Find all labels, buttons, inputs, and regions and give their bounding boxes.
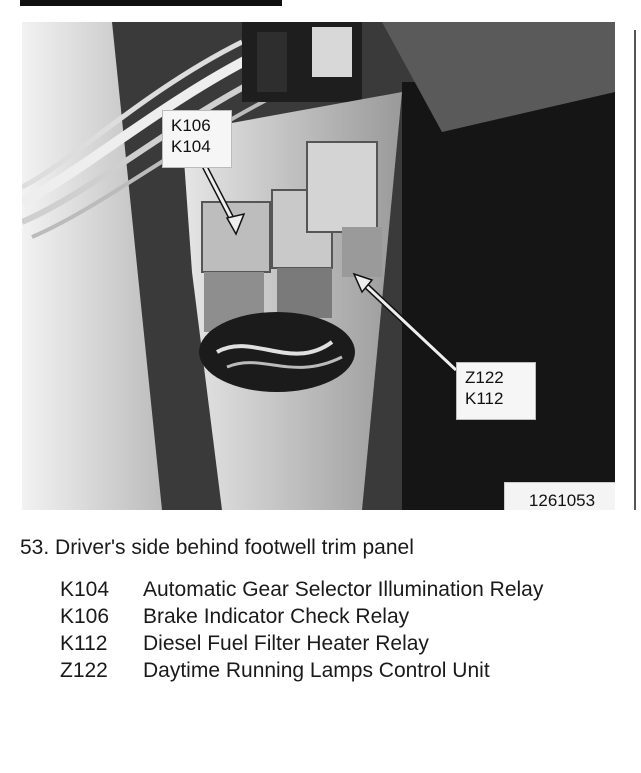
component-legend (60, 576, 620, 684)
legend-description: Daytime Running Lamps Control Unit (143, 659, 490, 682)
legend-row (60, 576, 620, 603)
callout-label: K112 (465, 389, 504, 408)
callout-relays-lower (456, 362, 536, 420)
callout-label: K106 (171, 116, 211, 135)
legend-description: Brake Indicator Check Relay (143, 605, 410, 628)
top-rule (20, 0, 282, 6)
legend-description: Automatic Gear Selector Illumination Relay (143, 578, 544, 601)
relay-photo (22, 22, 615, 510)
callout-relays-upper (162, 110, 232, 168)
legend-row (60, 630, 620, 657)
legend-code: K112 (60, 632, 108, 655)
callout-label: Z122 (465, 368, 504, 387)
page-edge-line (634, 30, 636, 510)
legend-code: Z122 (60, 659, 108, 682)
legend-row (60, 603, 620, 630)
figure-caption (20, 534, 630, 562)
legend-code: K106 (60, 605, 110, 628)
legend-row (60, 657, 620, 684)
callout-label: K104 (171, 137, 211, 156)
legend-code: K104 (60, 578, 110, 601)
photo-illustration (22, 22, 615, 510)
photo-id-label: 1261053 (504, 482, 615, 510)
caption-title: 53. Driver's side behind footwell trim panel (20, 536, 414, 559)
legend-description: Diesel Fuel Filter Heater Relay (143, 632, 429, 655)
